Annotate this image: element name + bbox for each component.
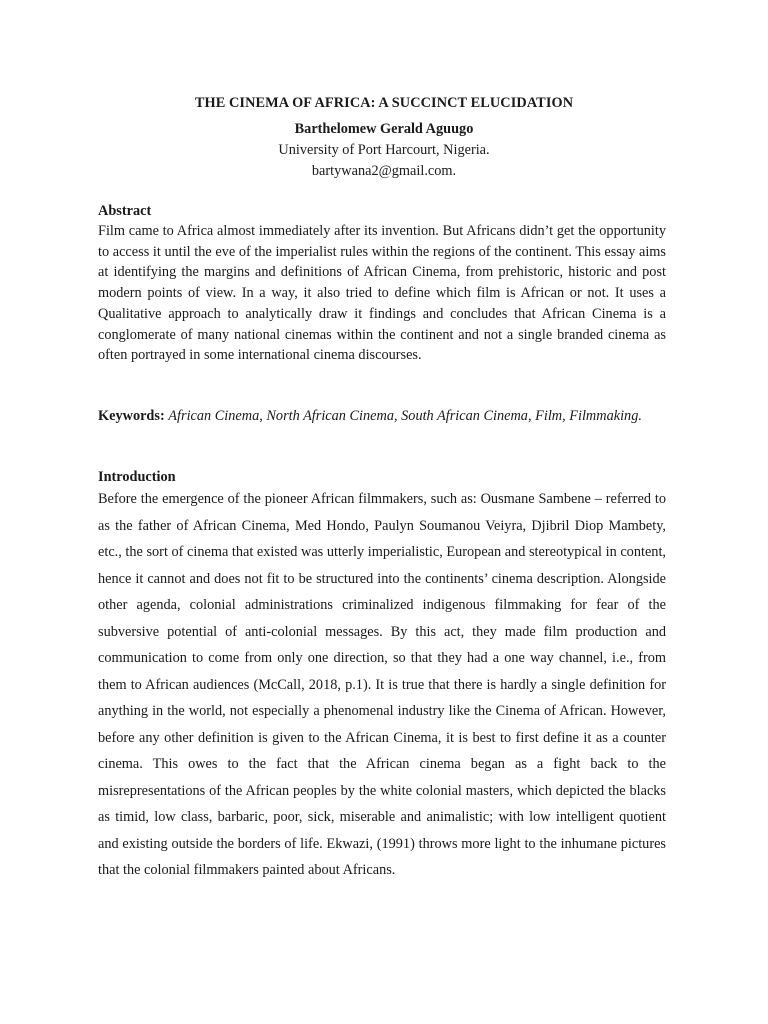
author-email: bartywana2@gmail.com. [311, 163, 457, 179]
introduction-text: Before the emergence of the pioneer African filmmakers, such as: Ousmane Sambene – referred to as the father of African Cinema, Med Hondo, Paulyn Soumanou Veiyra, Djibril Diop Mambety, etc., the sort of cinema that existed was utterly imperialistic, European and stereotypical in content, hence it cannot and does not fit to be structured into the continents’ cinema description. Alongside other agenda, colonial administrations criminalized indigenous filmmaking for fear of the subversive potential of anti-colonial messages. By this act, they made film production and communication to come from only one direction, so that they had a one way channel, i.e., from them to African audiences (McCall, 2018, p.1). It is true that there is hardly a single definition for anything in the world, not especially a phenomenal industry like the Cinema of African. However, before any other definition is given to the African Cinema, it is best to first define it as a counter cinema. This owes to the fact that the African cinema began as a fight back to the misrepresentations of the African peoples by the white colonial masters, which depicted the blacks as timid, low class, barbaric, poor, sick, miserable and animalistic; with low intelligent quotient and existing outside the borders of life. Ekwazi, (1991) throws more light to the inhumane pictures that the colonial filmmakers painted about Africans. [98, 491, 666, 878]
introduction-heading: Introduction [98, 469, 176, 485]
author-name: Barthelomew Gerald Aguugo [294, 121, 474, 137]
author-affiliation: University of Port Harcourt, Nigeria. [278, 142, 490, 158]
abstract-heading: Abstract [98, 203, 152, 219]
paper-title: THE CINEMA OF AFRICA: A SUCCINCT ELUCIDATION [194, 95, 574, 111]
keywords-list: African Cinema, North African Cinema, South African Cinema, Film, Filmmaking. [168, 408, 642, 424]
keywords-label: Keywords: [98, 408, 169, 424]
abstract-text: Film came to Africa almost immediately after its invention. But Africans didn’t get the opportunity to access it until the eve of the imperialist rules within the regions of the continent. This essay aims at identifying the margins and definitions of African Cinema, from prehistoric, historic and post modern points of view. In a way, it also tried to define which film is African or not. It uses a Qualitative approach to analytically draw it findings and concludes that African Cinema is a conglomerate of many national cinemas within the continent and not a single branded cinema as often portrayed in some international cinema discourses. [98, 223, 666, 364]
keywords-line [98, 406, 666, 427]
